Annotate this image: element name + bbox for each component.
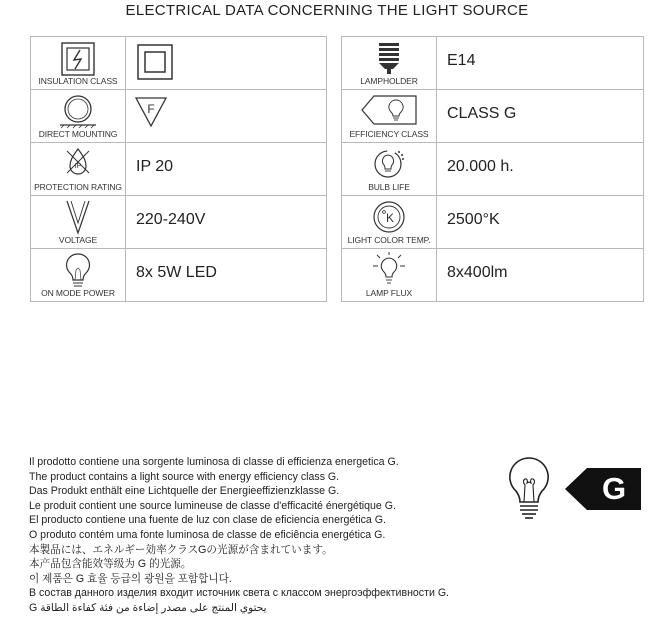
spec-label: INSULATION CLASS [38,76,118,86]
spec-label: LAMP FLUX [365,288,413,298]
voltage-icon [63,199,93,235]
energy-class-notes [29,455,549,616]
spec-value: 2500°K [447,211,500,228]
bulb-icon [63,252,93,288]
spec-row-mounting [31,90,327,143]
note-line-es: El producto contiene una fuente de luz con clase de eficiencia energética G. [29,514,386,527]
spec-value: IP 20 [136,158,174,175]
efficiency-class-icon [360,93,418,127]
spec-value: 8x 5W LED [136,264,217,281]
left-spec-table [30,36,327,302]
spec-label: DIRECT MOUNTING [38,129,118,139]
energy-class-arrow [565,468,641,510]
spec-row-life [342,143,644,196]
spec-label: BULB LIFE [368,182,410,192]
note-line-zh: 本产品包含能效等级为 G 的光源。 [29,558,192,571]
bulb-life-icon [371,146,407,182]
spec-label: LAMPHOLDER [360,76,418,86]
direct-mounting-icon [56,93,100,129]
note-line-ru: В состав данного изделия входит источник света с классом энергоэффективности G. [29,587,450,600]
double-insulation-symbol [136,43,176,83]
spec-label: VOLTAGE [58,235,98,245]
note-line-en: The product contains a light source with energy efficiency class G. [29,470,340,483]
spec-row-insulation [31,37,327,90]
energy-class-letter: G [601,471,627,506]
energy-bulb-icon [505,455,553,521]
lampholder-icon [374,40,404,76]
spec-row-temp [342,196,644,249]
note-line-de: Das Produkt enthält eine Lichtquelle der Energieeffizienzklasse G. [29,485,340,498]
note-line-pt: O produto contém uma fonte luminosa de classe de eficiência energética G. [29,528,386,541]
note-line-it: Il prodotto contiene una sorgente luminosa di classe di efficienza energetica G. [29,456,399,468]
svg-text:F: F [147,102,155,116]
svg-text:IP: IP [74,163,82,170]
lamp-flux-icon [369,252,409,288]
note-line-fr: Le produit contient une source lumineuse de classe d'efficacité énergétique G. [29,499,396,512]
spec-row-power [31,249,327,302]
spec-row-protection [31,143,327,196]
note-line-ar: يحتوي المنتج على مصدر إضاءة من فئة كفاءة الطاقة G [29,601,267,614]
spec-label: EFFICIENCY CLASS [349,129,429,139]
spec-value: 220-240V [136,211,206,228]
spec-row-lampholder [342,37,644,90]
note-line-ko: 이 제품은 G 효율 등급의 광원을 포함합니다. [29,572,232,585]
protection-rating-icon [62,146,94,178]
spec-label: ON MODE POWER [41,288,115,298]
spec-value: 20.000 h. [447,158,514,175]
spec-label: PROTECTION RATING [34,182,122,192]
note-line-ja: 本製品には、エネルギー効率クラスGの光源が含まれています。 [29,543,333,556]
f-mark-symbol [134,96,168,130]
insulation-class-icon [59,40,97,78]
right-spec-table [341,36,644,302]
spec-row-efficiency [342,90,644,143]
color-temp-icon [371,199,407,235]
spec-row-flux [342,249,644,302]
spec-value: E14 [447,52,476,69]
svg-text:K: K [385,211,395,225]
spec-value: CLASS G [447,105,517,122]
spec-label: LIGHT COLOR TEMP. [347,235,431,245]
spec-value: 8x400lm [447,264,508,281]
page-title: ELECTRICAL DATA CONCERNING THE LIGHT SOURCE [125,2,529,19]
spec-row-voltage [31,196,327,249]
